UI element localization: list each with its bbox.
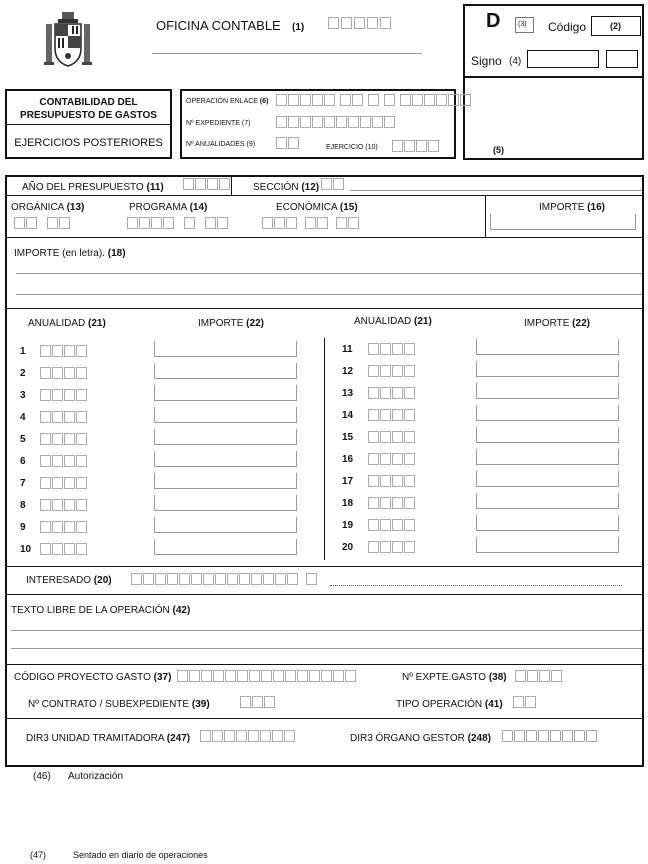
row-divider-5 [6, 594, 643, 595]
annuity-amount-field[interactable] [154, 473, 297, 489]
office-line [152, 53, 422, 54]
annuity-row-number: 14 [342, 410, 354, 421]
annuity-amount-field[interactable] [476, 449, 619, 465]
contrato-cells[interactable] [240, 696, 275, 708]
annuity-amount-field[interactable] [154, 451, 297, 467]
annuity-amount-field[interactable] [154, 495, 297, 511]
annuities-divider [324, 338, 325, 560]
signo-num: (4) [509, 56, 522, 67]
annuity-year-cells[interactable] [40, 477, 87, 489]
autorizacion-label: Autorización [68, 771, 124, 782]
annuity-row-number: 9 [20, 522, 26, 533]
annuity-row-number: 7 [20, 478, 26, 489]
anualidad-header-left: ANUALIDAD (21) [28, 318, 106, 329]
annuity-row-number: 5 [20, 434, 26, 445]
organica-cells[interactable] [14, 217, 70, 229]
d-num-box: (3) [515, 17, 534, 33]
coat-of-arms-logo [44, 10, 92, 70]
box-5-num: (5) [493, 145, 504, 155]
annuity-row-number: 2 [20, 368, 26, 379]
anualidad-header-right: ANUALIDAD (21) [354, 316, 432, 327]
annuity-row-number: 15 [342, 432, 354, 443]
importe-header-right: IMPORTE (22) [524, 318, 590, 329]
proyecto-cells[interactable] [177, 670, 356, 682]
office-label: OFICINA CONTABLE [156, 18, 281, 33]
annuity-year-cells[interactable] [368, 475, 415, 487]
importe-label: IMPORTE (16) [539, 202, 605, 213]
subtitle-text: EJERCICIOS POSTERIORES [14, 137, 163, 149]
annuity-row-number: 3 [20, 390, 26, 401]
annuity-year-cells[interactable] [368, 431, 415, 443]
annuity-amount-field[interactable] [154, 385, 297, 401]
annuity-year-cells[interactable] [40, 411, 87, 423]
signo-field[interactable] [527, 50, 599, 68]
annuity-row-number: 11 [342, 344, 353, 355]
row-divider-7 [6, 718, 643, 719]
annuity-year-cells[interactable] [368, 343, 415, 355]
dir3-unidad-label: DIR3 UNIDAD TRAMITADORA (247) [26, 733, 191, 744]
annuity-amount-field[interactable] [476, 471, 619, 487]
interesado-dotted-line[interactable] [330, 584, 622, 586]
sentado-label: Sentado en diario de operaciones [73, 850, 208, 860]
codigo-box[interactable]: (2) [591, 16, 641, 36]
annuity-amount-field[interactable] [476, 515, 619, 531]
annuity-year-cells[interactable] [40, 389, 87, 401]
annuity-row-number: 4 [20, 412, 26, 423]
annuity-year-cells[interactable] [40, 345, 87, 357]
texto-libre-label: TEXTO LIBRE DE LA OPERACIÓN (42) [11, 605, 191, 616]
annuity-amount-field[interactable] [476, 383, 619, 399]
expte-cells[interactable] [515, 670, 562, 682]
box-5[interactable] [463, 78, 644, 160]
annuity-amount-field[interactable] [154, 429, 297, 445]
contrato-label: Nº CONTRATO / SUBEXPEDIENTE (39) [28, 699, 210, 710]
annuity-row-number: 10 [20, 544, 32, 555]
annuity-year-cells[interactable] [368, 453, 415, 465]
annuity-amount-field[interactable] [476, 339, 619, 355]
annuity-year-cells[interactable] [368, 387, 415, 399]
row-divider-4 [6, 566, 643, 567]
row-divider-6 [6, 664, 643, 665]
programa-cells[interactable] [127, 217, 228, 229]
annuity-year-cells[interactable] [40, 521, 87, 533]
expediente-label: Nº EXPEDIENTE (7) [186, 120, 251, 127]
signo-label: Signo [471, 54, 502, 68]
organica-label: ORGÁNICA (13) [11, 202, 85, 213]
economica-cells[interactable] [262, 217, 359, 229]
annuity-amount-field[interactable] [154, 407, 297, 423]
interesado-cells[interactable] [131, 573, 317, 585]
dir3-organo-cells[interactable] [502, 730, 597, 742]
ejercicio-cells[interactable] [392, 140, 439, 152]
annuity-year-cells[interactable] [40, 499, 87, 511]
interesado-label: INTERESADO (20) [26, 575, 112, 586]
texto-libre-line-2[interactable] [11, 648, 642, 649]
annuity-row-number: 17 [342, 476, 354, 487]
tipo-cells[interactable] [513, 696, 536, 708]
importe-divider [485, 196, 486, 237]
annuity-year-cells[interactable] [368, 497, 415, 509]
annuity-amount-field[interactable] [154, 363, 297, 379]
enlace-cells[interactable] [276, 94, 471, 106]
row-divider-2 [6, 237, 643, 238]
autorizacion-num: (46) [33, 771, 51, 782]
annuity-year-cells[interactable] [40, 367, 87, 379]
annuity-row-number: 1 [20, 346, 26, 357]
importe-letra-label: IMPORTE (en letra). (18) [14, 248, 126, 259]
d-letter: D [486, 10, 501, 32]
ejercicio-label: EJERCICIO (10) [326, 144, 378, 151]
year-divider [231, 176, 232, 195]
annuity-year-cells[interactable] [368, 409, 415, 421]
importe-letra-line-2[interactable] [16, 294, 642, 295]
dir3-unidad-cells[interactable] [200, 730, 295, 742]
sentado-num: (47) [30, 850, 47, 860]
annuity-amount-field[interactable] [476, 361, 619, 377]
signo-field-2[interactable] [606, 50, 638, 68]
section-label: SECCIÓN (12) [253, 182, 320, 193]
importe-letra-line-1[interactable] [16, 273, 642, 274]
annuity-row-number: 13 [342, 388, 354, 399]
title-text: CONTABILIDAD DEL PRESUPUESTO DE GASTOS [20, 97, 157, 121]
codigo-label: Código [548, 20, 587, 34]
annuity-amount-field[interactable] [476, 427, 619, 443]
office-code-cells[interactable] [328, 17, 391, 29]
dir3-organo-label: DIR3 ÓRGANO GESTOR (248) [350, 733, 491, 744]
importe-field[interactable] [490, 214, 636, 230]
annuity-row-number: 6 [20, 456, 26, 467]
annuity-year-cells[interactable] [368, 365, 415, 377]
annuity-row-number: 19 [342, 520, 354, 531]
annuity-amount-field[interactable] [154, 539, 297, 555]
section-cells[interactable] [321, 178, 344, 190]
anualidades-label: Nº ANUALIDADES (9) [186, 141, 256, 148]
annuity-row-number: 16 [342, 454, 354, 465]
economica-label: ECONÓMICA (15) [276, 202, 358, 213]
row-divider-1 [6, 195, 643, 196]
annuity-amount-field[interactable] [154, 341, 297, 357]
office-num: (1) [292, 22, 305, 33]
texto-libre-line-1[interactable] [11, 630, 642, 631]
programa-label: PROGRAMA (14) [129, 202, 208, 213]
annuity-row-number: 20 [342, 542, 354, 553]
year-label: AÑO DEL PRESUPUESTO (11) [22, 182, 164, 193]
anualidades-cells[interactable] [276, 137, 299, 149]
annuity-amount-field[interactable] [476, 537, 619, 553]
annuity-year-cells[interactable] [40, 455, 87, 467]
section-line [350, 190, 642, 191]
annuity-row-number: 8 [20, 500, 26, 511]
tipo-label: TIPO OPERACIÓN (41) [396, 699, 503, 710]
annuity-amount-field[interactable] [476, 493, 619, 509]
row-divider-3 [6, 308, 643, 309]
annuity-row-number: 18 [342, 498, 354, 509]
annuity-year-cells[interactable] [368, 519, 415, 531]
expte-label: Nº EXPTE.GASTO (38) [402, 672, 507, 683]
annuity-amount-field[interactable] [154, 517, 297, 533]
importe-header-left: IMPORTE (22) [198, 318, 264, 329]
annuity-year-cells[interactable] [40, 433, 87, 445]
enlace-label: OPERACIÓN ENLACE (6) [186, 98, 269, 105]
annuity-year-cells[interactable] [368, 541, 415, 553]
proyecto-label: CÓDIGO PROYECTO GASTO (37) [14, 672, 172, 683]
year-cells[interactable] [183, 178, 230, 190]
annuity-year-cells[interactable] [40, 543, 87, 555]
annuity-row-number: 12 [342, 366, 354, 377]
title-divider [6, 124, 171, 125]
expediente-cells[interactable] [276, 116, 395, 128]
annuity-amount-field[interactable] [476, 405, 619, 421]
